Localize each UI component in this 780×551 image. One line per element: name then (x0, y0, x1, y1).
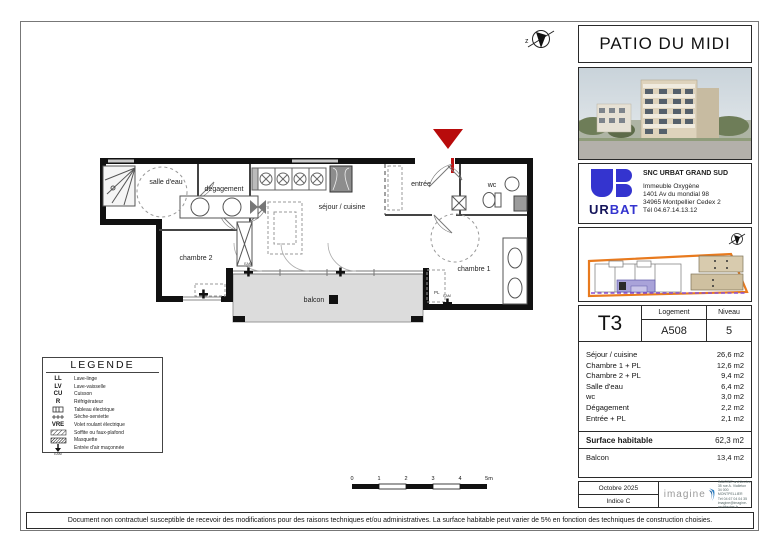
kitchen-appliances (252, 166, 352, 192)
area-row: Salle d'eau 6,4 m2 (586, 381, 744, 391)
legend-row: Soffite ou faux-plafond (46, 429, 159, 437)
legend (42, 357, 163, 456)
company-name: SNC URBAT GRAND SUD (643, 170, 729, 177)
project-title: PATIO DU MIDI (599, 34, 731, 53)
balcon-row: Balcon 13,4 m2 (586, 453, 744, 462)
legend-row: LL Lave-linge (54, 375, 98, 382)
logement-header: Logement (642, 306, 706, 320)
urbat-wordmark: URBAT (589, 202, 639, 217)
building-photo (578, 67, 752, 160)
svg-text:4: 4 (458, 476, 462, 482)
chambre2-window (183, 297, 221, 300)
eam-label-2: EAM (443, 294, 451, 298)
room-label-entree: entrée (411, 181, 431, 188)
room-label-chambre2: chambre 2 (179, 255, 213, 262)
area-row: Séjour / cuisine 26,6 m2 (586, 350, 744, 359)
urbat-b-shape (616, 169, 632, 197)
date-architect-block (578, 481, 752, 508)
bay-windows (233, 243, 423, 276)
revision-index: Indice C (606, 497, 631, 505)
air-inlet-icon (46, 444, 70, 452)
site-plan-north-icon (729, 234, 745, 246)
unit-type-grid (579, 306, 751, 342)
pl-label: PL (434, 290, 440, 295)
room-label-sejour: séjour / cuisine (318, 204, 366, 211)
company-address: Immeuble Oxygène 1401 Av du mondial 98 34965 Montpellier Cedex 2 Tél 04.67.14.13.12 (643, 183, 721, 214)
legend-row: CU Cuisson (53, 391, 93, 398)
room-areas-list (579, 350, 751, 424)
urbat-logo (579, 164, 641, 223)
developer-block (578, 163, 752, 224)
svg-text:3: 3 (431, 476, 435, 482)
area-row: Dégagement 2,2 m2 (586, 402, 744, 412)
room-label-chambre1: chambre 1 (457, 266, 491, 273)
electrical-panel-icon (46, 406, 70, 413)
issue-date: Octobre 2025 (579, 482, 658, 495)
site-plan (578, 227, 752, 302)
imagine-logo: imagine (663, 489, 706, 500)
masquette-hatch-icon (46, 437, 70, 444)
legend-row: LV Lave-vaisselle (54, 383, 106, 390)
imagine-swoosh-icon (708, 484, 716, 506)
salle-deau-window (108, 160, 134, 163)
balcony-area (233, 274, 423, 322)
room-label-salle-deau: salle d'eau (149, 179, 183, 186)
site-plan-drawing (579, 228, 751, 301)
legend-row: Masquette (46, 437, 159, 445)
architect-stamp (659, 479, 751, 510)
shower-icon (103, 166, 135, 206)
svg-text:0: 0 (350, 476, 354, 482)
area-row: Chambre 2 + PL 9,4 m2 (586, 371, 744, 381)
legend-row: R Réfrigérateur (55, 398, 104, 405)
surface-habitable-row: Surface habitable 62,3 m2 (579, 432, 751, 449)
unit-info-table (578, 305, 752, 478)
architect-contact: IMAGINE architectes 35 rue A. Vialleton 34 000 MONTPELLIER Tél 04 67 04 04 35 imagine@imagine-architectes.fr (717, 479, 751, 510)
niveau-header: Niveau (707, 306, 751, 320)
svg-text:1: 1 (377, 476, 381, 482)
disclaimer (26, 512, 754, 529)
disclaimer-text: Document non contractuel susceptible de recevoir des modifications pour des raisons techniques et/ou administratives. La surface habitable peut varier de 5% en fonction des techniques de construction choisies. (67, 517, 713, 524)
room-label-balcon: balcon (303, 297, 325, 304)
urbat-u-shape (591, 169, 613, 197)
legend-row: VRE Volet roulant électrique (51, 421, 125, 428)
area-row: wc 3,0 m2 (586, 392, 744, 402)
svg-text:2: 2 (404, 476, 408, 482)
building-photo-render (579, 68, 751, 159)
towel-radiator-icon (46, 414, 70, 421)
site-adjacent-blocks (691, 256, 743, 290)
area-row: Entrée + PL 2,1 m2 (586, 413, 744, 423)
niveau-value: 5 (725, 324, 733, 337)
double-sink-icon (180, 196, 266, 218)
svg-text:5m: 5m (485, 476, 493, 482)
logement-value: A508 (661, 324, 687, 337)
legend-row: Tableau électrique (46, 406, 159, 414)
room-label-wc: wc (487, 182, 497, 189)
scale-bar (350, 476, 493, 489)
eam-label: EAM (244, 262, 252, 266)
legend-row: Entrée d'air maçonnée (46, 444, 159, 452)
wardrobe-icon (503, 238, 527, 304)
area-row: Chambre 1 + PL 12,6 m2 (586, 360, 744, 370)
north-arrow-icon (525, 31, 554, 49)
north-label: z (525, 38, 529, 45)
project-title-box (578, 25, 752, 63)
legend-row: Sèche-serviette (46, 413, 159, 421)
legend-title: LEGENDE (46, 359, 159, 373)
urbat-logo-glyphs (591, 169, 641, 199)
kitchen-window (292, 160, 338, 163)
legend-eam-symbol: EAM (54, 451, 62, 456)
soffit-hatch-icon (46, 429, 70, 436)
unit-type: T3 (597, 312, 623, 335)
surface-section (579, 431, 751, 466)
room-label-degagement: dégagement (204, 186, 244, 193)
entrance-marker-triangle (433, 129, 463, 149)
